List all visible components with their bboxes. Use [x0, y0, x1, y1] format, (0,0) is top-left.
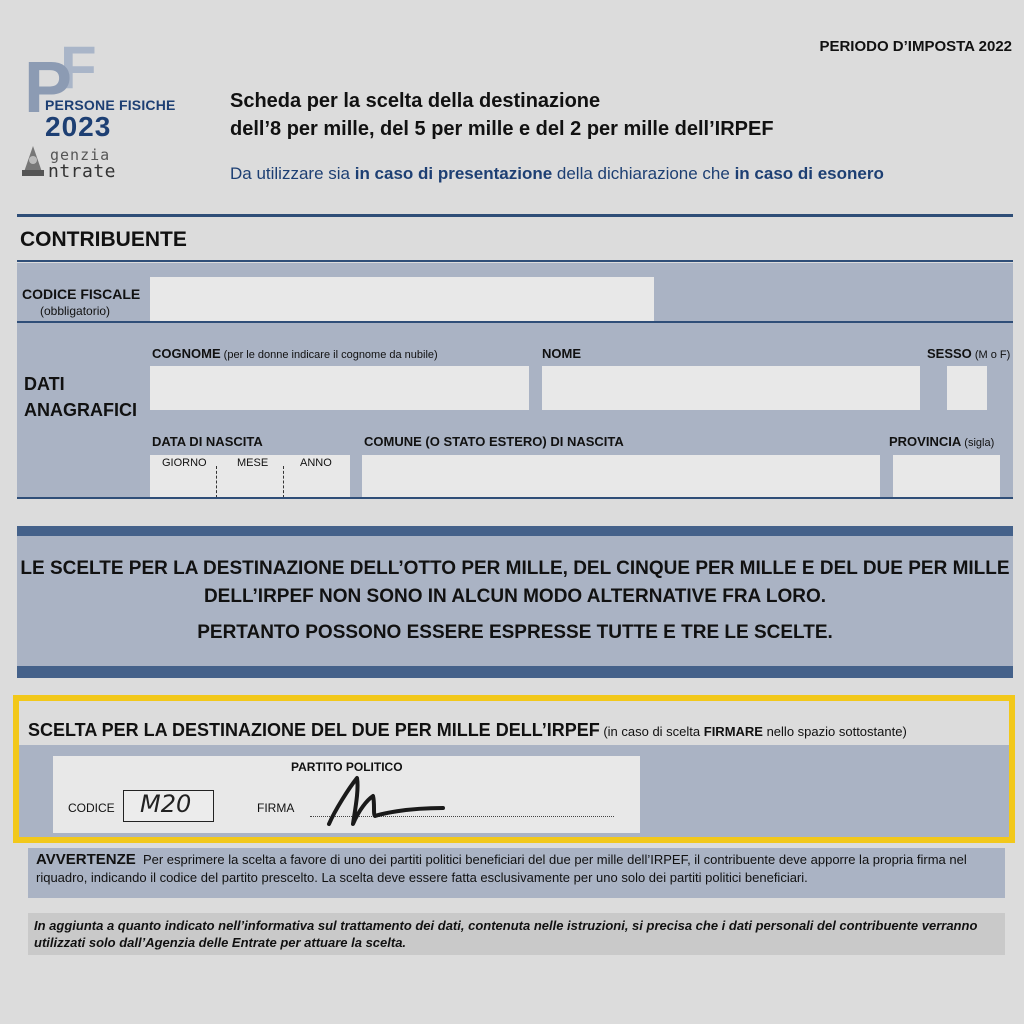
row-divider: [17, 497, 1013, 499]
firma-label: FIRMA: [257, 801, 295, 815]
pf-logo: F P: [24, 34, 97, 128]
codice-label: CODICE: [68, 801, 115, 815]
anno-label: ANNO: [300, 457, 332, 469]
banner-line2: DELL’IRPEF NON SONO IN ALCUN MODO ALTERNATIVE FRA LORO.: [203, 586, 827, 607]
date-separator: [216, 466, 217, 498]
scelta-title: SCELTA PER LA DESTINAZIONE DEL DUE PER MILLE DELL’IRPEF (in caso di scelta FIRMARE nello spazio sottostante): [28, 720, 907, 740]
cognome-label: COGNOME (per le donne indicare il cognome da nubile): [152, 346, 438, 361]
mese-label: MESE: [237, 457, 269, 469]
cognome-field[interactable]: [150, 366, 529, 410]
section-title-contribuente: CONTRIBUENTE: [20, 228, 187, 251]
logo-entrate: ntrate: [48, 161, 117, 182]
banner-line3: PERTANTO POSSONO ESSERE ESPRESSE TUTTE E TRE LE SCELTE.: [197, 622, 833, 643]
sesso-label: SESSO (M o F): [927, 346, 1011, 361]
partito-politico-label: PARTITO POLITICO: [291, 760, 403, 774]
date-separator: [283, 466, 284, 498]
form-title-line1: Scheda per la scelta della destinazione: [230, 90, 601, 112]
header-divider: [17, 214, 1013, 217]
privacy-note-box: [28, 913, 1005, 955]
provincia-field[interactable]: [893, 455, 1000, 498]
codice-value: M20: [140, 790, 192, 818]
comune-nascita-field[interactable]: [362, 455, 880, 498]
comune-nascita-label: COMUNE (O STATO ESTERO) DI NASCITA: [364, 434, 624, 449]
giorno-label: GIORNO: [162, 457, 207, 469]
avvertenze-box: [28, 848, 1005, 898]
data-nascita-label: DATA DI NASCITA: [152, 434, 263, 449]
avvertenze-text: AVVERTENZE Per esprimere la scelta a favore di uno dei partiti politici beneficiari del due per mille dell’IRPEF, il contribuente deve apporre la propria firma nel riquadro, indicando il codice del partito prescelto. La scelta deve essere fatta esclusivamente per uno solo dei partiti politici beneficiari.: [36, 851, 967, 885]
codice-fiscale-field[interactable]: [150, 277, 654, 321]
privacy-note-text: In aggiunta a quanto indicato nell’informativa sul trattamento dei dati, contenuta nelle istruzioni, si precisa che i dati personali del contribuente verranno utilizzati solo dall’Agenzia delle Entrate per attuare la scelta.: [34, 918, 978, 950]
agenzia-entrate-emblem-icon: [22, 142, 44, 178]
notice-banner: [17, 526, 1013, 678]
logo-year: 2023: [45, 111, 112, 142]
sesso-field[interactable]: [947, 366, 987, 410]
contribuente-divider: [17, 260, 1013, 262]
banner-line1: LE SCELTE PER LA DESTINAZIONE DELL’OTTO PER MILLE, DEL CINQUE PER MILLE E DEL DUE PER MILLE: [20, 558, 1010, 579]
dati-label: DATI: [24, 374, 65, 394]
provincia-label: PROVINCIA (sigla): [889, 434, 995, 449]
codice-fiscale-note: (obbligatorio): [40, 304, 111, 318]
anagrafici-label: ANAGRAFICI: [24, 400, 137, 420]
highlight-frame: [13, 695, 1015, 843]
nome-field[interactable]: [542, 366, 920, 410]
nome-label: NOME: [542, 346, 581, 361]
logo-agenzia: genzia: [50, 146, 111, 164]
logo-persone-fisiche: PERSONE FISICHE: [45, 97, 176, 113]
form-title-line2: dell’8 per mille, del 5 per mille e del 2 per mille dell’IRPEF: [230, 118, 774, 140]
periodo-imposta: PERIODO D’IMPOSTA 2022: [819, 38, 1012, 55]
form-subtitle: Da utilizzare sia in caso di presentazione della dichiarazione che in caso di esonero: [230, 164, 884, 183]
codice-fiscale-label: CODICE FISCALE: [22, 286, 141, 302]
